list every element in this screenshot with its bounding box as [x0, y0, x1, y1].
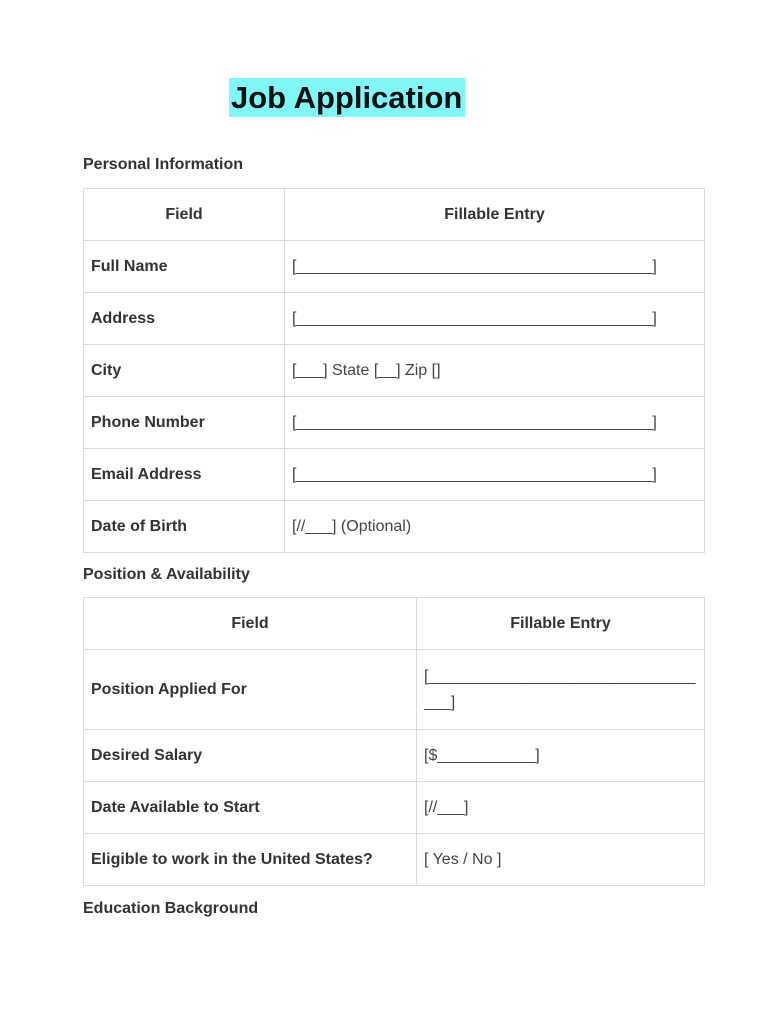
- column-header-fillable-entry: Fillable Entry: [417, 598, 705, 650]
- date-of-birth-label: Date of Birth: [84, 501, 285, 553]
- table-row: [84, 241, 705, 293]
- table-row: [84, 345, 705, 397]
- table-row: [84, 782, 705, 834]
- position-availability-table: [83, 597, 705, 886]
- page-title: Job Application: [229, 78, 465, 117]
- email-address-label: Email Address: [84, 449, 285, 501]
- desired-salary-field[interactable]: [$___________]: [417, 730, 705, 782]
- work-eligibility-field[interactable]: [ Yes / No ]: [417, 834, 705, 886]
- table-row: [84, 397, 705, 449]
- email-address-field[interactable]: [________________________________________]: [285, 449, 705, 501]
- phone-number-label: Phone Number: [84, 397, 285, 449]
- full-name-label: Full Name: [84, 241, 285, 293]
- column-header-fillable-entry: Fillable Entry: [285, 189, 705, 241]
- section-heading-position-availability: Position & Availability: [83, 566, 250, 583]
- table-row: [84, 834, 705, 886]
- table-row: [84, 449, 705, 501]
- section-heading-personal-information: Personal Information: [83, 156, 244, 173]
- table-row: [84, 650, 705, 730]
- table-header-row: [84, 189, 705, 241]
- address-field[interactable]: [________________________________________]: [285, 293, 705, 345]
- position-applied-for-label: Position Applied For: [84, 650, 417, 730]
- table-row: [84, 501, 705, 553]
- column-header-field: Field: [84, 598, 417, 650]
- section-heading-education-background: Education Background: [83, 900, 259, 917]
- phone-number-field[interactable]: [________________________________________]: [285, 397, 705, 449]
- city-label: City: [84, 345, 285, 397]
- full-name-field[interactable]: [________________________________________]: [285, 241, 705, 293]
- date-available-field[interactable]: [//___]: [417, 782, 705, 834]
- column-header-field: Field: [84, 189, 285, 241]
- table-row: [84, 730, 705, 782]
- personal-information-table: [83, 188, 705, 553]
- date-of-birth-field[interactable]: [//___] (Optional): [285, 501, 705, 553]
- work-eligibility-label: Eligible to work in the United States?: [84, 834, 417, 886]
- desired-salary-label: Desired Salary: [84, 730, 417, 782]
- table-row: [84, 293, 705, 345]
- table-header-row: [84, 598, 705, 650]
- city-state-zip-field[interactable]: [___] State [__] Zip []: [285, 345, 705, 397]
- address-label: Address: [84, 293, 285, 345]
- date-available-label: Date Available to Start: [84, 782, 417, 834]
- position-applied-for-field[interactable]: [_________________________________]: [417, 650, 705, 730]
